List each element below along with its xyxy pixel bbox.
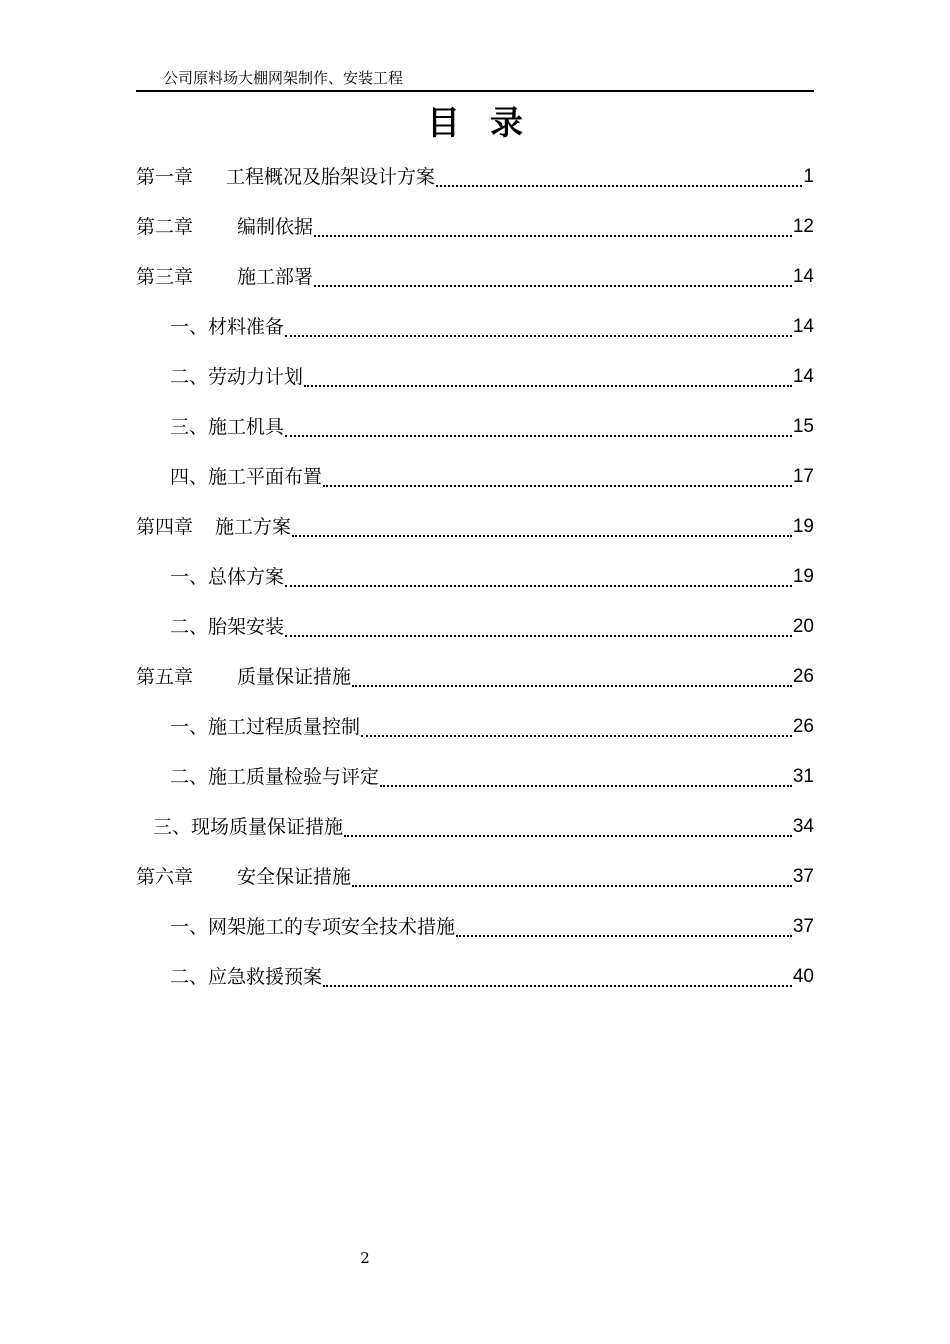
toc-entry-text: 二、劳动力计划 — [170, 366, 304, 388]
toc-entry-section[interactable] — [136, 306, 814, 340]
toc-chapter-number: 第四章 — [136, 516, 194, 538]
toc-leader-dots — [285, 415, 792, 437]
toc-entry-text: 一、材料准备 — [170, 316, 285, 338]
toc-entry-text: 一、网架施工的专项安全技术措施 — [170, 916, 456, 938]
toc-entry-chapter-1[interactable] — [136, 156, 814, 190]
toc-leader-dots — [361, 715, 792, 737]
toc-leader-dots — [352, 665, 792, 687]
toc-entry-text: 三、现场质量保证措施 — [153, 816, 344, 838]
toc-page-number: 14 — [792, 266, 814, 287]
toc-entry-section[interactable] — [136, 756, 814, 790]
toc-entry-text: 二、施工质量检验与评定 — [170, 766, 380, 788]
toc-entry-text: 工程概况及胎架设计方案 — [226, 166, 436, 188]
header-title: 公司原料场大棚网架制作、安装工程 — [163, 69, 404, 87]
toc-entry-text: 施工方案 — [215, 516, 292, 538]
page-header — [136, 66, 814, 92]
toc-entry-text: 一、总体方案 — [170, 566, 285, 588]
toc-entry-section[interactable] — [136, 456, 814, 490]
toc-entry-section[interactable] — [136, 406, 814, 440]
toc-entry-text: 施工部署 — [237, 266, 314, 288]
toc-page-number: 37 — [792, 916, 814, 937]
toc-entry-label — [136, 514, 291, 540]
toc-chapter-number: 第五章 — [136, 666, 194, 688]
toc-entry-text: 二、应急救援预案 — [170, 966, 323, 988]
toc-entry-section[interactable] — [136, 906, 814, 940]
toc-page-number: 37 — [792, 866, 814, 887]
toc-leader-dots — [380, 765, 792, 787]
toc-page-number: 19 — [792, 566, 814, 587]
toc-leader-dots — [285, 565, 792, 587]
toc-entry-label — [136, 664, 351, 690]
toc-page-number: 31 — [792, 766, 814, 787]
toc-page-number: 14 — [792, 316, 814, 337]
toc-chapter-number: 第一章 — [136, 166, 194, 188]
toc-entry-chapter-5[interactable] — [136, 656, 814, 690]
toc-entry-text: 二、胎架安装 — [170, 616, 285, 638]
toc-title: 目录 — [427, 103, 553, 142]
toc-entry-label — [136, 264, 313, 290]
toc-entry-chapter-2[interactable] — [136, 206, 814, 240]
toc-entry-label — [136, 864, 351, 890]
toc-leader-dots — [323, 465, 792, 487]
toc-entry-text: 质量保证措施 — [237, 666, 352, 688]
toc-leader-dots — [344, 815, 792, 837]
toc-entry-section[interactable] — [136, 706, 814, 740]
toc-page-number: 17 — [792, 466, 814, 487]
toc-page-number: 34 — [792, 816, 814, 837]
toc-entry-chapter-4[interactable] — [136, 506, 814, 540]
toc-entry-section[interactable] — [136, 806, 814, 840]
toc-page-number: 12 — [792, 216, 814, 237]
toc-leader-dots — [352, 865, 792, 887]
toc-entry-text: 三、施工机具 — [170, 416, 285, 438]
toc-page-number: 20 — [792, 616, 814, 637]
toc-leader-dots — [314, 265, 792, 287]
toc-entry-label — [136, 164, 435, 190]
toc-entry-label — [136, 214, 313, 240]
toc-page-number: 26 — [792, 666, 814, 687]
toc-leader-dots — [323, 965, 792, 987]
toc-leader-dots — [314, 215, 792, 237]
toc-leader-dots — [304, 365, 792, 387]
toc-leader-dots — [292, 515, 792, 537]
toc-entry-section[interactable] — [136, 606, 814, 640]
toc-entry-section[interactable] — [136, 556, 814, 590]
toc-entry-text: 一、施工过程质量控制 — [170, 716, 361, 738]
toc-entry-text: 安全保证措施 — [237, 866, 352, 888]
toc-leader-dots — [436, 165, 802, 187]
page-number: 2 — [360, 1249, 370, 1267]
toc-chapter-number: 第二章 — [136, 216, 194, 238]
toc-page-number: 40 — [792, 966, 814, 987]
toc-entry-section[interactable] — [136, 356, 814, 390]
toc-entry-section[interactable] — [136, 956, 814, 990]
toc-page-number: 19 — [792, 516, 814, 537]
toc-page-number: 15 — [792, 416, 814, 437]
toc-entry-chapter-6[interactable] — [136, 856, 814, 890]
toc-leader-dots — [456, 915, 792, 937]
toc-leader-dots — [285, 315, 792, 337]
toc-page-number: 1 — [803, 166, 814, 187]
toc-page-number: 14 — [792, 366, 814, 387]
toc-page-number: 26 — [792, 716, 814, 737]
toc-chapter-number: 第三章 — [136, 266, 194, 288]
toc-entry-text: 编制依据 — [237, 216, 314, 238]
toc-entry-text: 四、施工平面布置 — [170, 466, 323, 488]
toc-leader-dots — [285, 615, 792, 637]
toc-entry-chapter-3[interactable] — [136, 256, 814, 290]
toc-chapter-number: 第六章 — [136, 866, 194, 888]
